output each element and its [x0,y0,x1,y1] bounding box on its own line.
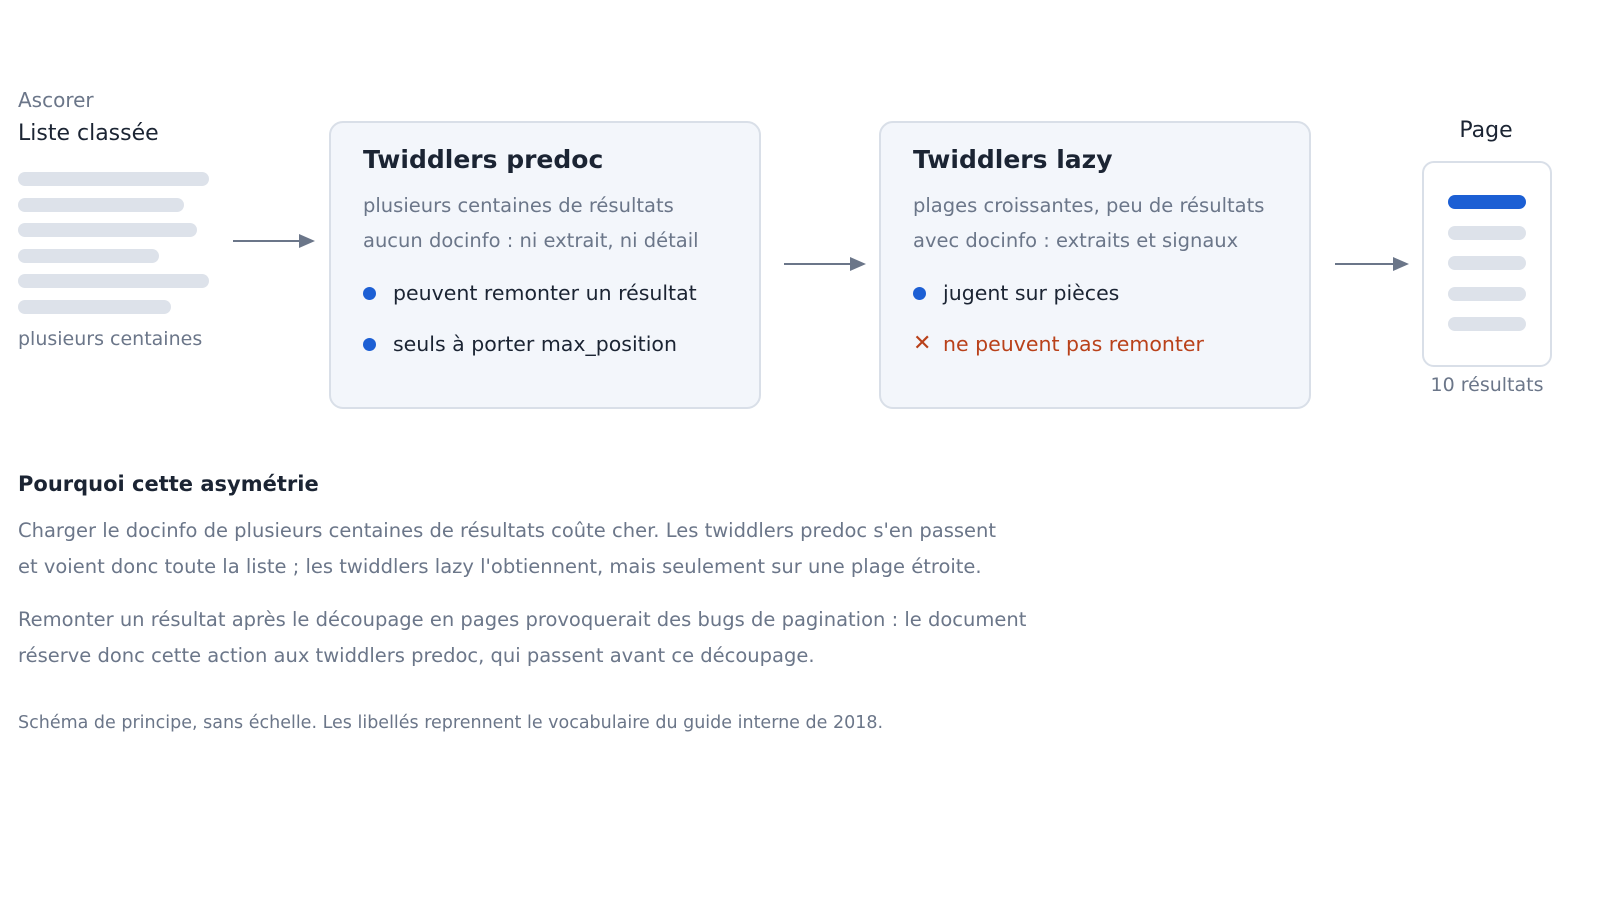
explanation-heading: Pourquoi cette asymétrie [18,472,319,496]
result-line [1448,317,1526,331]
list-line [18,300,171,314]
source-kicker: Ascorer [18,88,94,112]
arrow-right-icon [784,257,866,271]
list-line [18,198,184,212]
list-item-text: jugent sur pièces [943,281,1120,305]
paragraph-line: et voient donc toute la liste ; les twiddlers lazy l'obtiennent, mais seulement sur une plage étroite. [18,554,982,578]
paragraph-line: Remonter un résultat après le découpage en pages provoquerait des bugs de pagination : le document [18,608,1027,631]
cross-icon: ✕ [913,331,932,356]
page-caption: 10 résultats [1430,374,1544,396]
lazy-twiddlers-box [879,121,1311,409]
list-item [913,278,1277,329]
list-item-text: seuls à porter max_position [393,332,677,356]
box-description-line: plages croissantes, peu de résultats [913,194,1265,217]
box-title: Twiddlers lazy [913,145,1113,174]
list-item [363,329,727,380]
list-item-text: peuvent remonter un résultat [393,281,697,305]
footnote: Schéma de principe, sans échelle. Les libellés reprennent le vocabulaire du guide interne de 2018. [18,713,884,733]
dot-icon [913,287,926,300]
box-description-line: avec docinfo : extraits et signaux [913,229,1239,252]
result-page-illustration [1422,161,1552,367]
arrow-right-icon [1335,257,1409,271]
paragraph-line: Charger le docinfo de plusieurs centaines de résultats coûte cher. Les twiddlers predoc s'en passent [18,519,997,542]
list-item [913,329,1277,380]
highlighted-result-line [1448,195,1526,209]
box-properties [363,278,727,380]
paragraph-line: réserve donc cette action aux twiddlers predoc, qui passent avant ce découpage. [18,643,815,667]
box-description-line: plusieurs centaines de résultats [363,194,674,217]
source-caption: plusieurs centaines [18,328,203,350]
ranked-list-illustration [18,172,218,325]
list-line [18,249,159,263]
box-description-line: aucun docinfo : ni extrait, ni détail [363,229,699,252]
list-line [18,274,209,288]
list-item [363,278,727,329]
list-line [18,172,209,186]
box-properties [913,278,1277,380]
dot-icon [363,287,376,300]
result-line [1448,256,1526,270]
list-item-text: ne peuvent pas remonter [943,332,1204,356]
explanation-paragraph [18,602,1078,673]
list-line [18,223,197,237]
result-line [1448,287,1526,301]
page-title: Page [1459,118,1513,143]
box-title: Twiddlers predoc [363,145,604,174]
result-line [1448,226,1526,240]
dot-icon [363,338,376,351]
predoc-twiddlers-box [329,121,761,409]
explanation-paragraph [18,513,1078,584]
source-title: Liste classée [18,121,159,146]
arrow-right-icon [233,234,315,248]
